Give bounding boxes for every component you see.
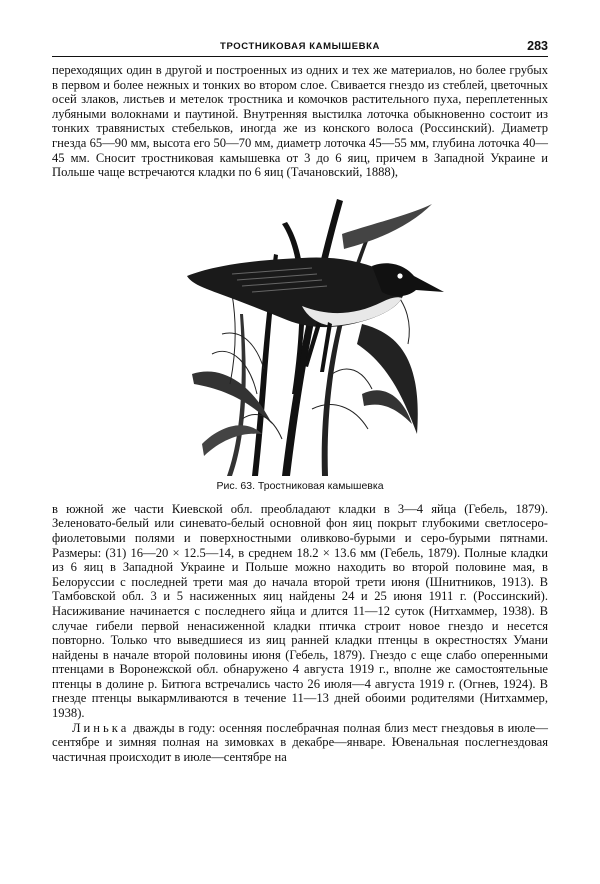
paragraph-top: переходящих один в другой и построенных из одних и тех же материалов, но более грубых в первом и более нежных и тонких во втором слое. Свивается гнездо из стеблей, цветочных осей злаков, листьев и метелок тростника и комочков растительного пуха, переплетенных лубяными волокнами и паутиной. Внутренняя выстилка лоточка обыкновенно состоит из тонких травянистых стебельков, иногда же из конского волоса (Россинский). Диаметр гнезда 65—90 мм, высота его 50—70 мм, диаметр лоточка 45—55 мм, глубина лоточка 40—45 мм. Сносит тростниковая камышевка от 3 до 6 яиц, причем в Западной Украине и Польше чаще встречаются кладки по 6 яиц (Тачановский, 1888), <box>52 63 548 180</box>
figure-caption: Рис. 63. Тростниковая камышевка <box>216 479 384 492</box>
paragraph-molt-text: дважды в году: осенняя послебрачная полная близ мест гнездовья в июле—сентябре и зимняя полная на зимовках в декабре—январе. Ювенальная послегнездовая частичная происходит в июле—сентябре на <box>52 720 548 764</box>
paragraph-molt <box>52 721 548 765</box>
paragraph-middle: в южной же части Киевской обл. преобладают кладки в 3—4 яйца (Гебель, 1879). Зеленовато-белый или синевато-белый основной фон яиц покрыт глубокими светлосеро-фиолетовыми полями и поверхностными оливково-бурыми и серо-бурыми пятнами. Размеры: (31) 16—20 × 12.5—14, в среднем 18.2 × 13.6 мм (Гебель, 1879). Полные кладки из 6 яиц в Западной Украине и Польше можно находить во второй половине мая, в Белоруссии с последней трети мая до начала второй трети июня (Шнитников, 1913). В Тамбовской обл. 3 и 5 насиженных яиц найдены 24 и 25 июня 1911 г. (Россинский). Насиживание начинается с последнего яйца и длится 11—12 суток (Нитхаммер, 1938). В случае гибели первой ненасиженной кладки птичка строит новое гнездо и несется повторно. Только что выведшиеся из яиц ранней кладки птенцы в окрестностях Умани найдены в начале второй половины июня (Гебель, 1879). Гнездо с еще слабо оперенными птенцами в Воронежской обл. обнаружено 4 августа 1919 г., вполне же самостоятельные птенцы в долине р. Битюга встречались часто 26 июля—4 августа 1919 г. (Огнев, 1924). В гнезде птенцы выкармливаются в течение 11—13 дней обоими родителями (Нитхаммер, 1938). <box>52 501 548 721</box>
page-number: 283 <box>527 39 548 53</box>
reed-warbler-illustration <box>132 194 472 476</box>
running-title: ТРОСТНИКОВАЯ КАМЫШЕВКА <box>220 41 380 52</box>
book-page <box>52 40 548 764</box>
running-header <box>52 40 548 57</box>
figure-reed-warbler <box>52 194 548 476</box>
paragraph-lead-word: Линька <box>72 720 130 735</box>
